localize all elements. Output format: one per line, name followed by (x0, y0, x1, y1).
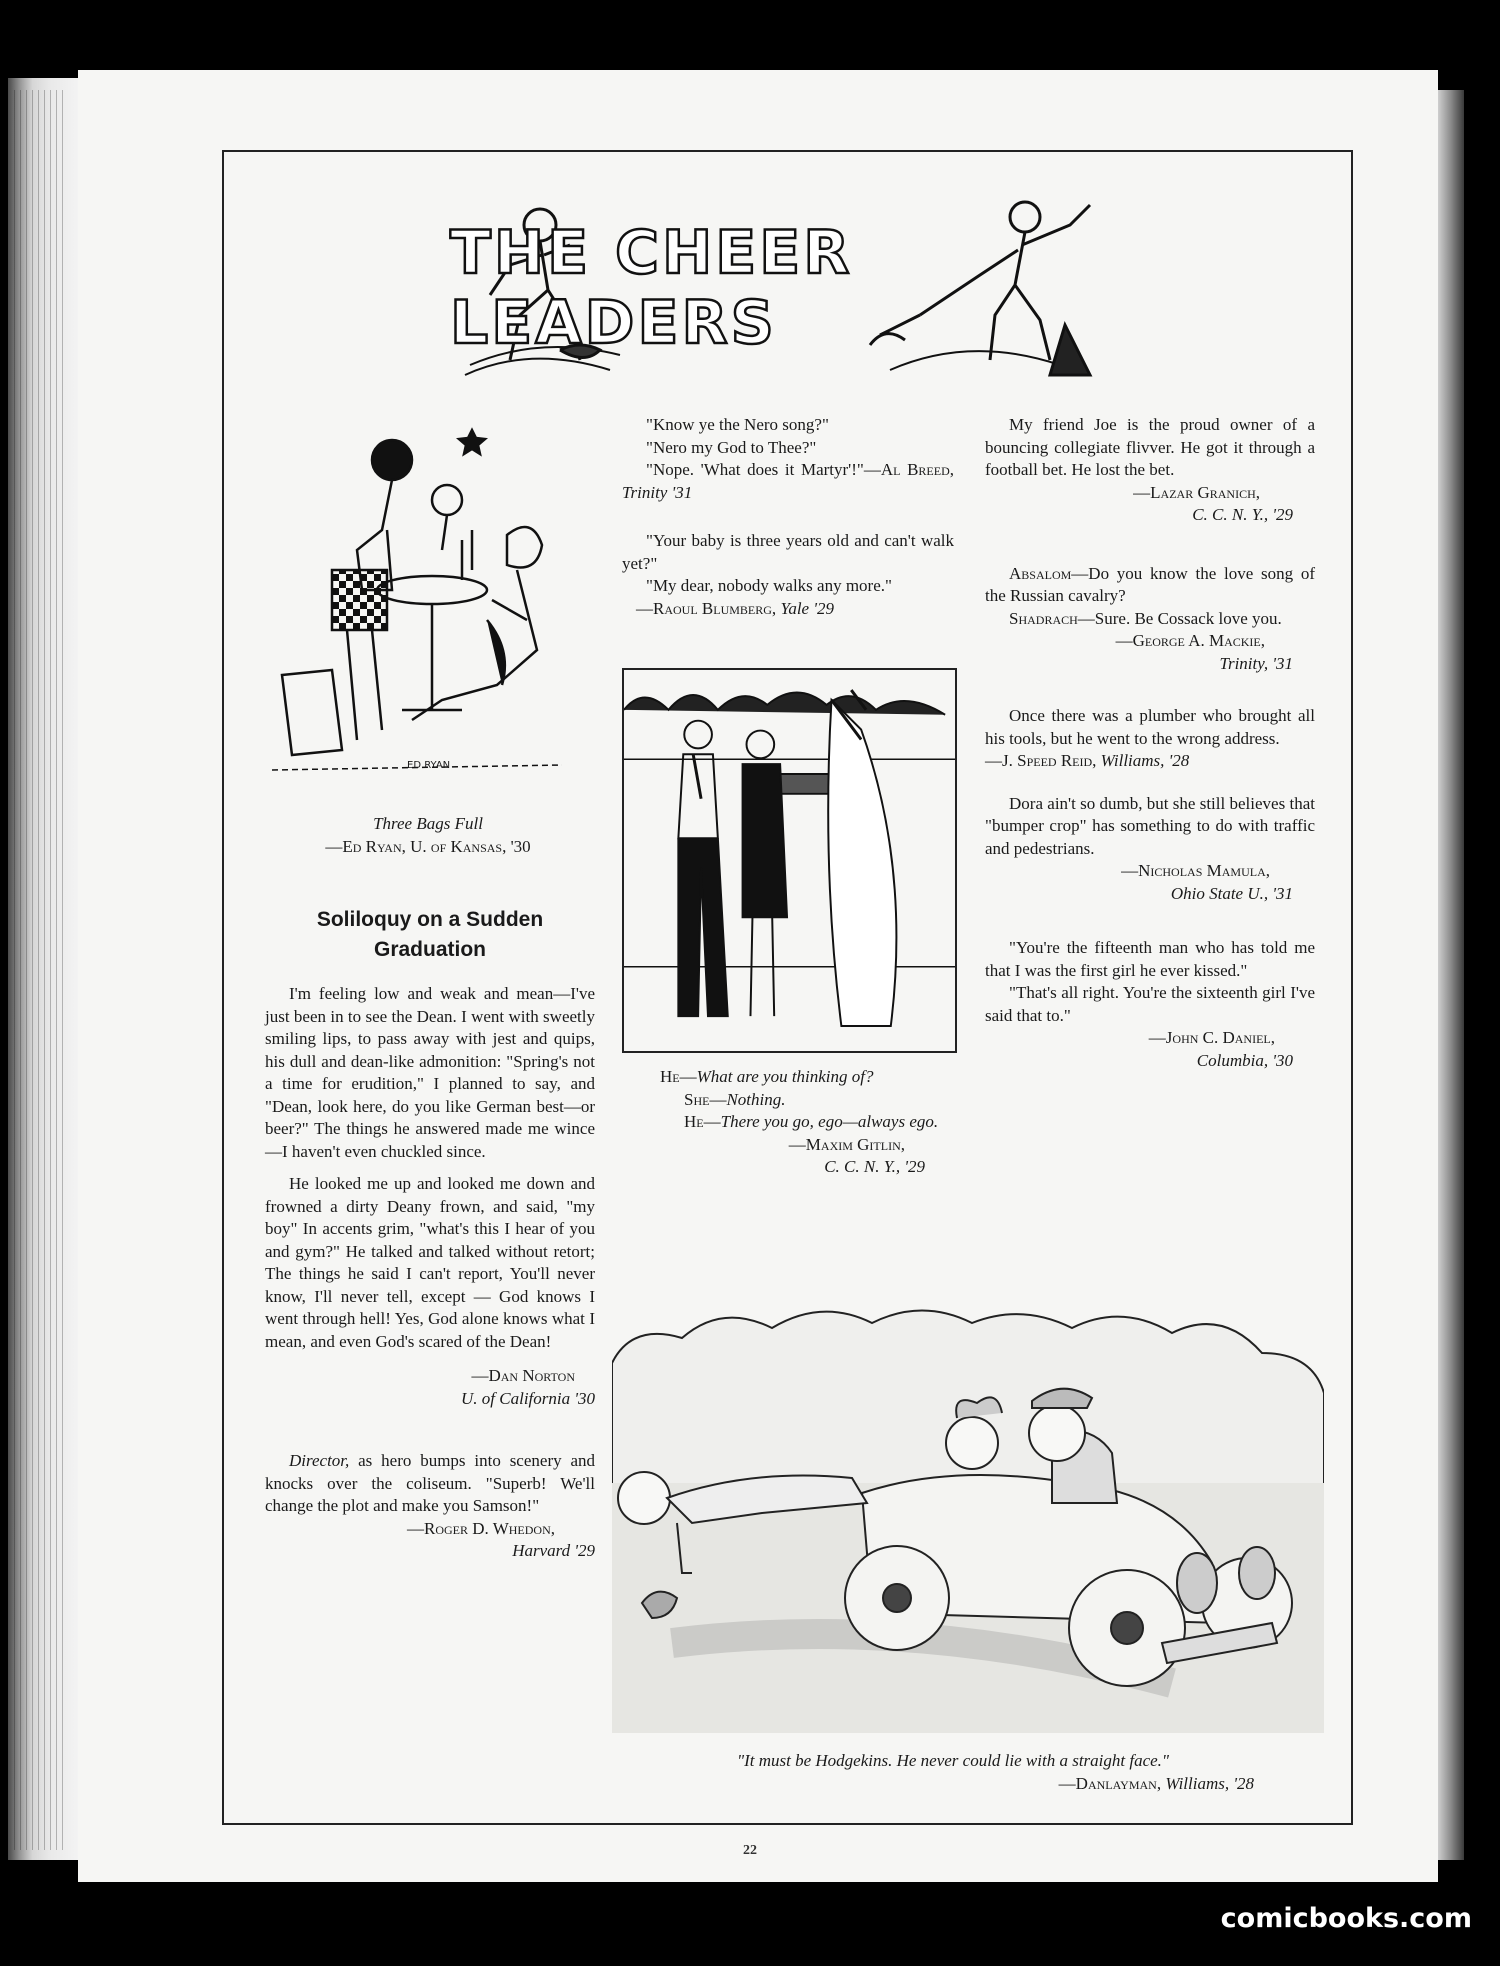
three-women-cartoon (262, 420, 592, 780)
page-number: 22 (743, 1843, 757, 1858)
joe-author: —Lazar Granich, (1133, 482, 1260, 502)
director-lead: Director, (289, 1451, 350, 1470)
nero-school: Trinity '31 (622, 482, 693, 502)
header-art (450, 195, 1130, 380)
car-cartoon-caption: "It must be Hodgekins. He never could lie with a straight face." (736, 1751, 1170, 1770)
nero-line-2: "Nero my God to Thee?" (646, 437, 817, 457)
joe-joke: My friend Joe is the proud owner of a bouncing collegiate flivver. He got it through a football bet. He lost the bet. (985, 415, 1315, 479)
poem-school: U. of California '30 (461, 1388, 595, 1408)
director-school: Harvard '29 (512, 1541, 595, 1560)
director-joke: as hero bumps into scenery and knocks over the coliseum. "Superb! We'll change the plot and make you Samson!" (265, 1451, 595, 1515)
car-cartoon-school: Williams, '28 (1165, 1773, 1254, 1793)
absalom-line: —Do you know the love song of the Russian cavalry? (985, 563, 1315, 605)
baby-line-2: "My dear, nobody walks any more." (646, 576, 892, 595)
she-speaker: She— (684, 1089, 727, 1109)
poem-paragraph-2: He looked me up and looked me down and frowned a dirty Deany frown, and said, "my boy" In accents grim, "what's this I hear of you and gym?" He talked and talked without retort; The things he said I can't report, You'll never know, I'll never tell, except — God knows I went through hell! Yes, God alone knows what I mean, and even God's scared of the Dean! (265, 1174, 595, 1351)
absalom-speaker: Absalom (1009, 563, 1072, 583)
joe-school: C. C. N. Y., '29 (1192, 505, 1293, 524)
poem-title-line1: Soliloquy on a Sudden (316, 908, 544, 931)
plumber-author: —J. Speed Reid, (985, 751, 1097, 770)
cartoon-signature: ED RYAN (407, 760, 451, 771)
couple-cartoon (622, 668, 957, 1053)
director-author: —Roger D. Whedon, (406, 1518, 555, 1538)
nero-line-1: "Know ye the Nero song?" (646, 415, 829, 434)
car-cartoon (612, 1283, 1324, 1733)
baby-author: —Raoul Blumberg, (636, 598, 777, 618)
cartoon-caption-attr: —Ed Ryan, U. of Kansas, '30 (325, 836, 531, 856)
fifteenth-line-1: "You're the fifteenth man who has told me that I was the first girl he ever kissed." (985, 938, 1315, 980)
poem-title-line2: Graduation (373, 938, 486, 961)
cartoon-caption-title: Three Bags Full (373, 814, 483, 833)
nero-author: Al Breed, (880, 460, 954, 479)
plumber-joke: Once there was a plumber who brought all his tools, but he went to the wrong address. (985, 706, 1315, 748)
he-line-2: There you go, ego—always ego. (720, 1112, 939, 1131)
shadrach-line: —Sure. Be Cossack love you. (1077, 608, 1282, 628)
gitlin-school: C. C. N. Y., '29 (824, 1157, 925, 1176)
daniel-author: —John C. Daniel, (1148, 1028, 1275, 1047)
dora-school: Ohio State U., '31 (1170, 883, 1293, 903)
fifteenth-line-2: "That's all right. You're the sixteenth girl I've said that to." (985, 983, 1315, 1025)
right-page-edge (1438, 90, 1464, 1860)
he-speaker-1: He— (660, 1067, 697, 1086)
plumber-school: Williams, '28 (1100, 751, 1190, 770)
poem-author: —Dan Norton (471, 1366, 575, 1385)
site-watermark: comicbooks.com (1220, 1903, 1472, 1934)
nero-line-3: "Nope. 'What does it Martyr'!"— (646, 460, 881, 479)
daniel-school: Columbia, '30 (1196, 1050, 1293, 1070)
poem-paragraph-1: I'm feeling low and weak and mean—I've just been in to see the Dean. I went with sweetly smiling lips, to pass away with jest and quips, his dull and dean-like admonition: "Spring's not a time for erudition," I planned to say, and "Dean, look here, do you like German best—or beer?" The things he answered made me wince—I haven't even chuckled since. (265, 984, 595, 1161)
he-line-1: What are you thinking of? (696, 1067, 874, 1086)
shadrach-speaker: Shadrach (1009, 608, 1078, 628)
baby-line-1: "Your baby is three years old and can't walk yet?" (622, 531, 954, 573)
gitlin-author: —Maxim Gitlin, (788, 1134, 905, 1154)
page-edges (14, 90, 64, 1850)
baby-school: Yale '29 (780, 598, 834, 618)
page-title: THE CHEER LEADERS (450, 217, 853, 358)
mackie-author: —George A. Mackie, (1115, 631, 1265, 650)
he-speaker-2: He— (684, 1112, 721, 1131)
mackie-school: Trinity, '31 (1219, 653, 1293, 673)
dora-joke: Dora ain't so dumb, but she still believes that "bumper crop" has something to do with traffic and pedestrians. (985, 793, 1315, 858)
car-cartoon-author: —Danlayman, (1058, 1773, 1162, 1793)
she-line: Nothing. (726, 1089, 786, 1109)
dora-author: —Nicholas Mamula, (1121, 861, 1270, 880)
